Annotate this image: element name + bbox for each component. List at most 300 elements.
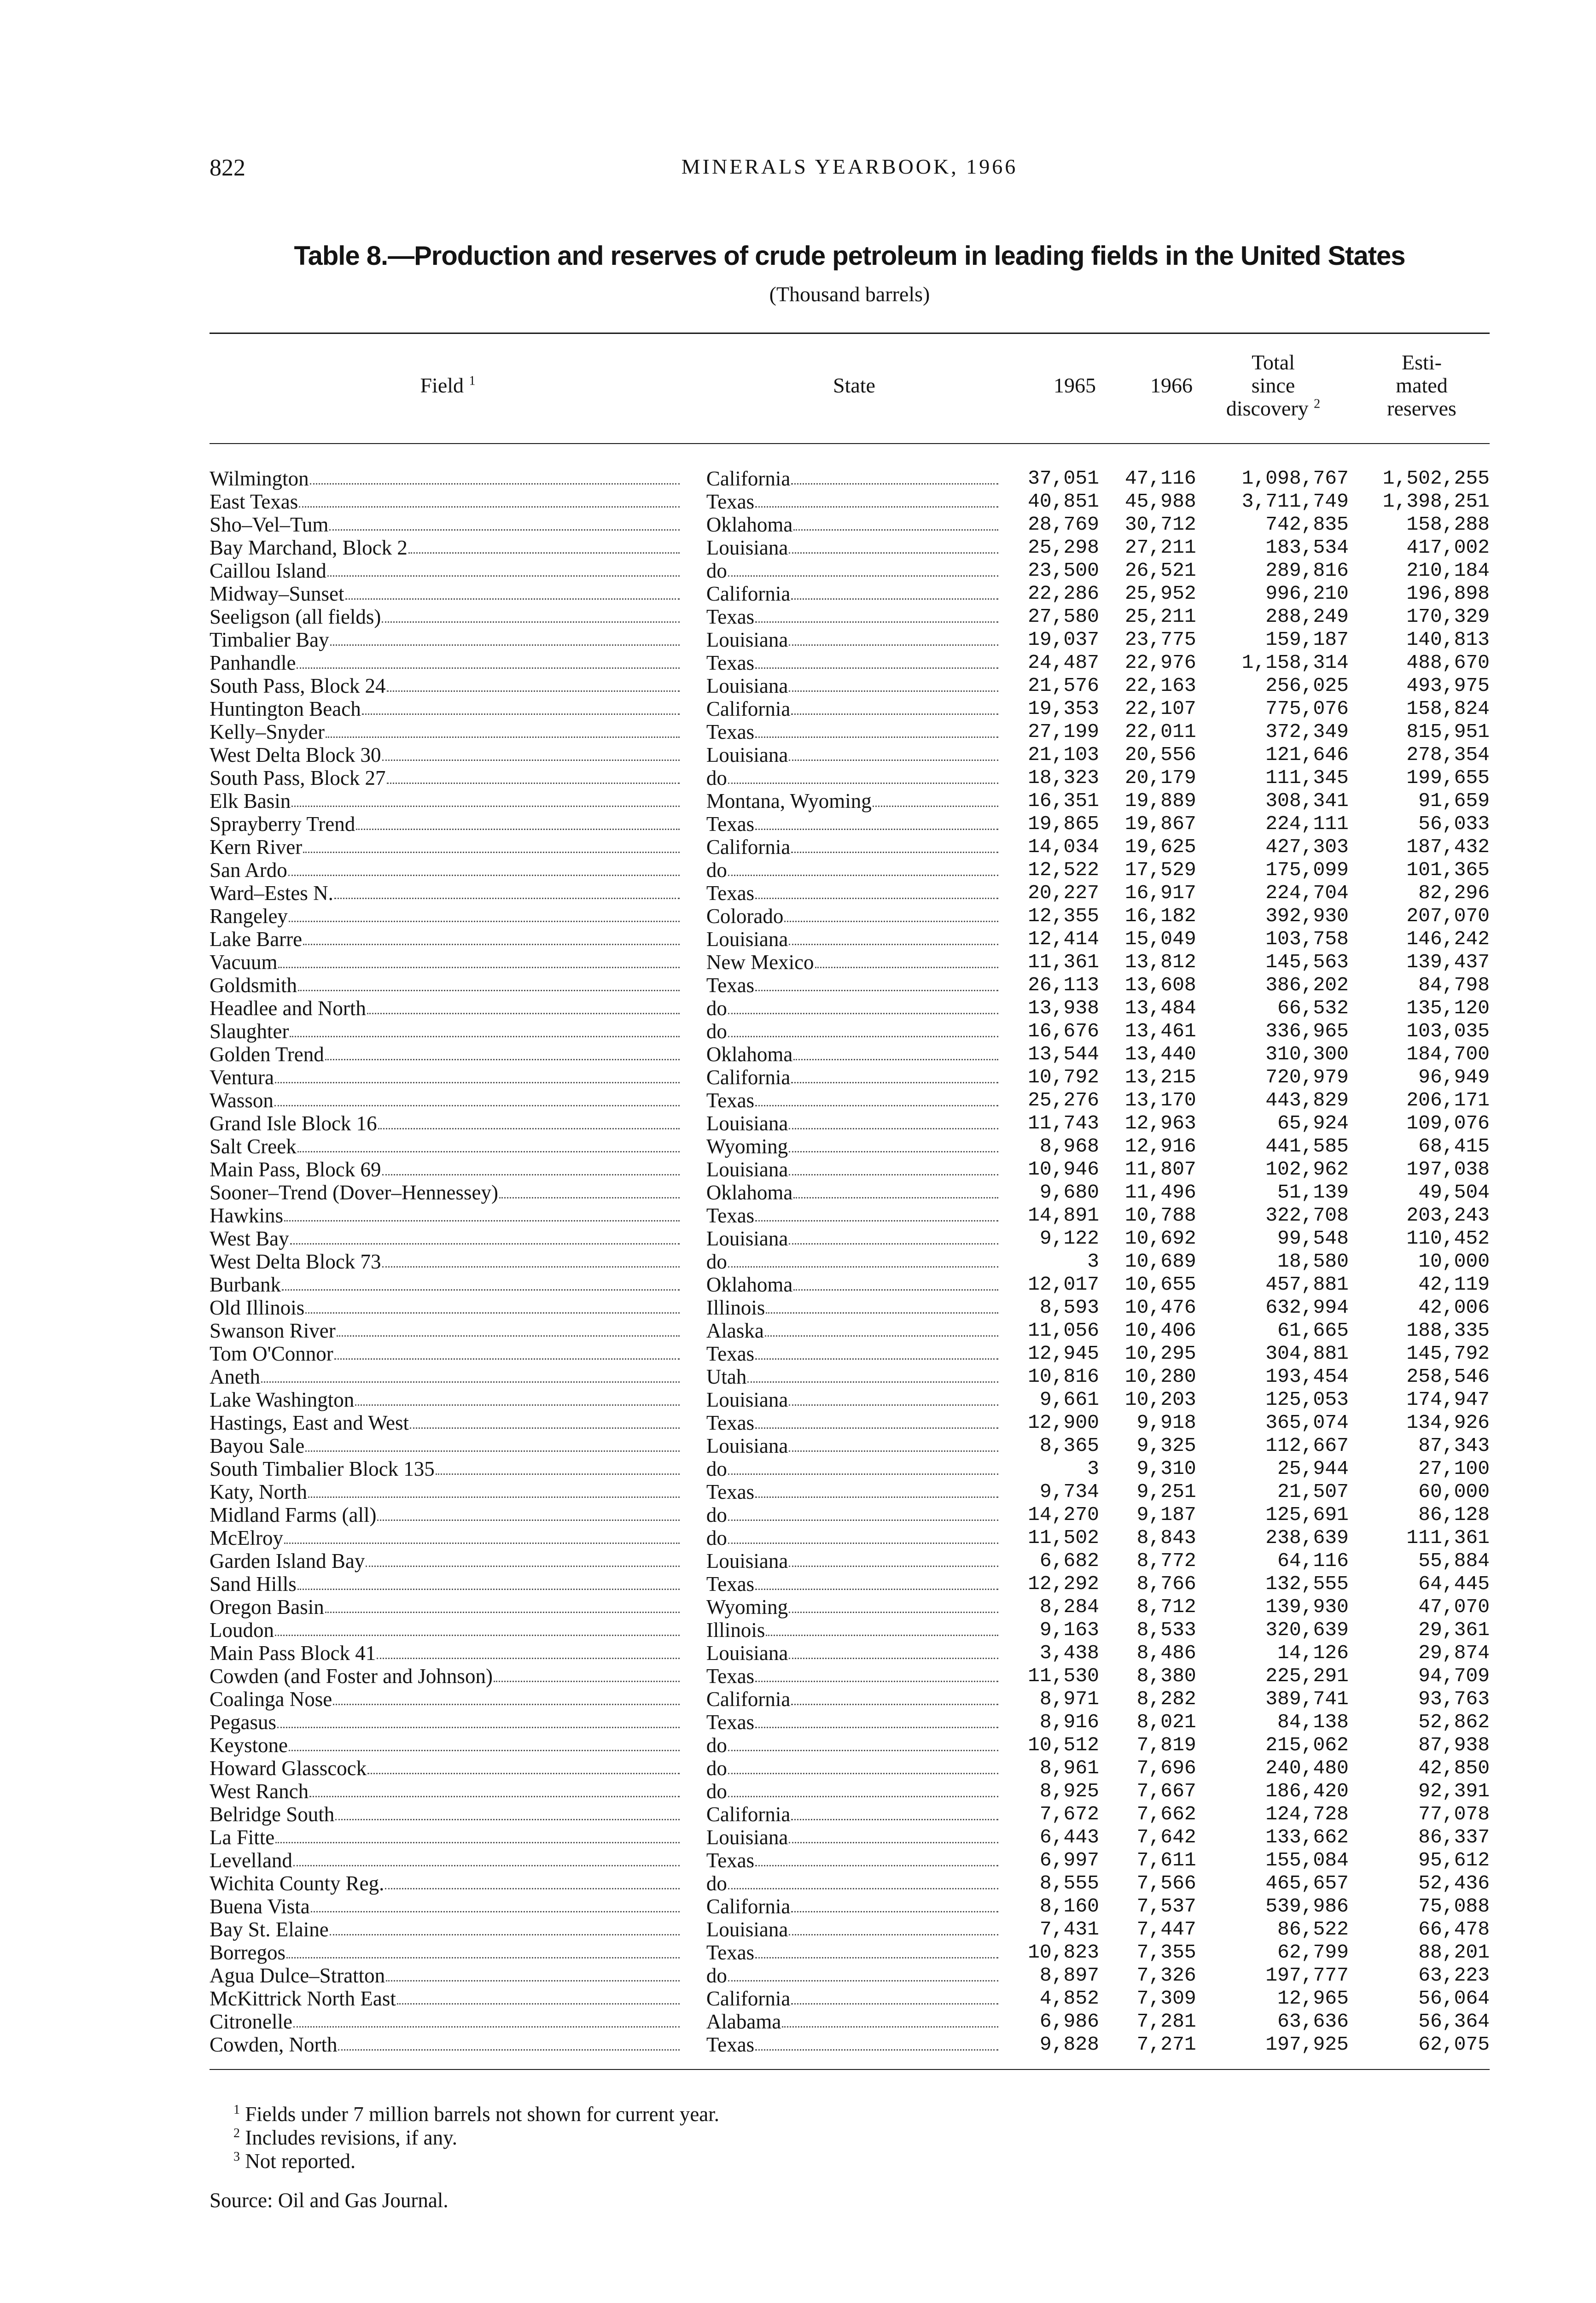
cell-reserves: 158,824	[1406, 697, 1490, 720]
cell-1966: 12,963	[1124, 1112, 1196, 1134]
dot-leader	[338, 2033, 679, 2051]
table-row	[210, 1457, 1490, 1480]
cell-total: 720,979	[1265, 1066, 1349, 1088]
dot-leader	[303, 836, 680, 853]
cell-total: 124,728	[1265, 1803, 1349, 1825]
dot-leader	[789, 928, 998, 945]
table-row	[210, 1365, 1490, 1388]
cell-field: South Pass, Block 24	[210, 674, 688, 697]
dot-leader	[299, 490, 680, 508]
table-row	[210, 766, 1490, 789]
dot-leader	[494, 1665, 680, 1682]
cell-reserves: 134,926	[1406, 1411, 1490, 1434]
cell-field: McKittrick North East	[210, 1987, 688, 2010]
cell-1965: 8,555	[1039, 1872, 1099, 1894]
table-row	[210, 1987, 1490, 2010]
cell-spacer	[688, 905, 706, 928]
table-row	[210, 1066, 1490, 1089]
cell-field: Borregos	[210, 1941, 688, 1964]
cell-reserves: 52,436	[1418, 1872, 1490, 1894]
dot-leader	[791, 1803, 998, 1820]
cell-spacer	[688, 1526, 706, 1549]
dot-leader	[330, 1918, 680, 1935]
cell-1966: 10,689	[1124, 1250, 1196, 1273]
table-row	[210, 743, 1490, 766]
dot-leader	[308, 1480, 680, 1498]
cell-state: California	[706, 1803, 1007, 1826]
cell-field: Bayou Sale	[210, 1434, 688, 1457]
dot-leader	[728, 1457, 998, 1475]
cell-reserves: 145,792	[1406, 1342, 1490, 1365]
cell-total: 215,062	[1265, 1734, 1349, 1756]
table-row	[210, 674, 1490, 697]
cell-spacer	[688, 1319, 706, 1342]
table-row	[210, 1872, 1490, 1895]
cell-field: Elk Basin	[210, 789, 688, 812]
dot-leader	[728, 859, 998, 876]
cell-reserves: 47,070	[1418, 1596, 1490, 1618]
cell-1966: 7,667	[1136, 1780, 1196, 1802]
dot-leader	[286, 1941, 680, 1958]
dot-leader	[728, 1503, 998, 1521]
cell-spacer	[688, 467, 706, 490]
cell-field: Goldsmith	[210, 974, 688, 997]
cell-1965: 19,037	[1028, 628, 1099, 651]
cell-reserves: 103,035	[1406, 1020, 1490, 1042]
cell-1965: 10,946	[1028, 1158, 1099, 1181]
dot-leader	[815, 951, 999, 968]
cell-state: Louisiana	[706, 928, 1007, 951]
cell-1965: 8,961	[1039, 1757, 1099, 1779]
cell-1965: 14,891	[1028, 1204, 1099, 1227]
cell-1966: 47,116	[1124, 467, 1196, 490]
cell-field: Sho–Vel–Tum	[210, 513, 688, 536]
cell-total: 240,480	[1265, 1757, 1349, 1779]
cell-field: Midland Farms (all)	[210, 1503, 688, 1526]
cell-total: 304,881	[1265, 1342, 1349, 1365]
table-row	[210, 582, 1490, 605]
cell-field: Vacuum	[210, 951, 688, 974]
cell-spacer	[688, 1619, 706, 1642]
cell-state: Illinois	[706, 1619, 1007, 1642]
cell-1966: 7,696	[1136, 1757, 1196, 1779]
dot-leader	[784, 905, 998, 922]
cell-spacer	[688, 1365, 706, 1388]
cell-reserves: 258,546	[1406, 1365, 1490, 1388]
table-row	[210, 1089, 1490, 1112]
dot-leader	[297, 651, 679, 669]
dot-leader	[327, 559, 680, 577]
cell-spacer	[688, 1181, 706, 1204]
cell-reserves: 42,119	[1418, 1273, 1490, 1296]
table-row	[210, 859, 1490, 882]
dot-leader	[728, 1757, 998, 1774]
cell-1965: 3	[1087, 1250, 1099, 1273]
cell-state: Texas	[706, 1572, 1007, 1596]
cell-1965: 10,823	[1028, 1941, 1099, 1964]
table-row	[210, 513, 1490, 536]
cell-spacer	[688, 1849, 706, 1872]
cell-state: Oklahoma	[706, 513, 1007, 536]
table-row	[210, 720, 1490, 743]
table-row	[210, 1549, 1490, 1572]
cell-spacer	[688, 1826, 706, 1849]
dot-leader	[789, 1158, 998, 1175]
cell-1965: 8,284	[1039, 1596, 1099, 1618]
cell-1966: 13,215	[1124, 1066, 1196, 1088]
dot-leader	[755, 1204, 998, 1222]
cell-reserves: 188,335	[1406, 1319, 1490, 1342]
cell-1965: 11,056	[1028, 1319, 1099, 1342]
dot-leader	[791, 1688, 998, 1705]
cell-reserves: 140,813	[1406, 628, 1490, 651]
cell-reserves: 29,361	[1418, 1619, 1490, 1641]
cell-state: Oklahoma	[706, 1043, 1007, 1066]
dot-leader	[728, 559, 998, 577]
cell-1966: 7,537	[1136, 1895, 1196, 1917]
cell-state: Louisiana	[706, 743, 1007, 766]
cell-reserves: 87,343	[1418, 1434, 1490, 1457]
cell-state: Texas	[706, 720, 1007, 743]
dot-leader	[290, 1227, 680, 1245]
dot-leader	[789, 1596, 998, 1613]
cell-field: Lake Barre	[210, 928, 688, 951]
dot-leader	[293, 2010, 680, 2028]
cell-reserves: 139,437	[1406, 951, 1490, 973]
cell-spacer	[688, 1711, 706, 1734]
cell-state: Montana, Wyoming	[706, 789, 1007, 812]
dot-leader	[728, 1872, 998, 1889]
cell-reserves: 488,670	[1406, 651, 1490, 674]
cell-reserves: 42,850	[1418, 1757, 1490, 1779]
footnote-marker: 2	[1314, 397, 1321, 411]
cell-state: California	[706, 1987, 1007, 2010]
cell-1965: 40,851	[1028, 490, 1099, 513]
cell-spacer	[688, 1434, 706, 1457]
cell-total: 632,994	[1265, 1296, 1349, 1319]
cell-1965: 25,276	[1028, 1089, 1099, 1111]
cell-1965: 9,122	[1039, 1227, 1099, 1250]
cell-1966: 10,406	[1124, 1319, 1196, 1342]
cell-total: 1,098,767	[1241, 467, 1349, 490]
cell-field: Cowden, North	[210, 2033, 688, 2056]
cell-spacer	[688, 1342, 706, 1365]
dot-leader	[275, 1619, 680, 1636]
cell-1966: 45,988	[1124, 490, 1196, 513]
cell-field: Lake Washington	[210, 1388, 688, 1411]
dot-leader	[791, 1987, 998, 2005]
dot-leader	[337, 1319, 680, 1337]
cell-spacer	[688, 766, 706, 789]
cell-state: Oklahoma	[706, 1181, 1007, 1204]
dot-leader	[382, 1250, 680, 1268]
table-row	[210, 905, 1490, 928]
cell-total: 65,924	[1277, 1112, 1349, 1134]
cell-state: Texas	[706, 1411, 1007, 1434]
cell-1966: 16,917	[1124, 882, 1196, 904]
cell-1965: 10,512	[1028, 1734, 1099, 1756]
cell-reserves: 94,709	[1418, 1665, 1490, 1687]
cell-1965: 16,676	[1028, 1020, 1099, 1042]
column-header-1966: 1966	[1150, 374, 1193, 397]
cell-field: Wichita County Reg.	[210, 1872, 688, 1895]
table-row	[210, 628, 1490, 651]
table-row	[210, 1619, 1490, 1642]
dot-leader	[355, 1388, 680, 1406]
cell-1966: 8,533	[1136, 1619, 1196, 1641]
cell-spacer	[688, 1066, 706, 1089]
table-row	[210, 1780, 1490, 1803]
table-row	[210, 651, 1490, 674]
cell-1965: 12,522	[1028, 859, 1099, 881]
cell-total: 193,454	[1265, 1365, 1349, 1388]
table-row	[210, 1642, 1490, 1665]
dot-leader	[789, 1227, 998, 1245]
cell-total: 139,930	[1265, 1596, 1349, 1618]
cell-1966: 9,251	[1136, 1480, 1196, 1503]
cell-field: Midway–Sunset	[210, 582, 688, 605]
cell-1966: 12,916	[1124, 1135, 1196, 1157]
dot-leader	[275, 1066, 680, 1083]
dot-leader	[765, 1319, 998, 1337]
cell-field: Howard Glasscock	[210, 1757, 688, 1780]
dot-leader	[789, 628, 998, 646]
dot-leader	[873, 789, 998, 807]
dot-leader	[309, 1780, 680, 1797]
dot-leader	[789, 743, 998, 761]
cell-state: California	[706, 582, 1007, 605]
footnote-marker: 1	[469, 374, 476, 388]
cell-state: do	[706, 1020, 1007, 1043]
cell-total: 288,249	[1265, 605, 1349, 628]
table-row	[210, 928, 1490, 951]
cell-1965: 9,163	[1039, 1619, 1099, 1641]
dot-leader	[747, 1365, 998, 1383]
table-row	[210, 1296, 1490, 1319]
cell-total: 386,202	[1265, 974, 1349, 996]
cell-total: 132,555	[1265, 1572, 1349, 1595]
cell-1965: 6,997	[1039, 1849, 1099, 1871]
cell-total: 12,965	[1277, 1987, 1349, 2010]
footnote-3: $^3$ Not reported.	[233, 2150, 356, 2173]
dot-leader	[791, 1895, 998, 1912]
dot-leader	[728, 1964, 998, 1982]
dot-leader	[410, 1411, 680, 1429]
table-row	[210, 1273, 1490, 1296]
cell-state: do	[706, 1734, 1007, 1757]
cell-spacer	[688, 1480, 706, 1503]
table-row	[210, 1135, 1490, 1158]
dot-leader	[362, 697, 680, 715]
cell-state: do	[706, 1757, 1007, 1780]
cell-1966: 13,170	[1124, 1089, 1196, 1111]
table-bottom-rule	[210, 2069, 1490, 2070]
cell-state: Alabama	[706, 2010, 1007, 2033]
dot-leader	[282, 1273, 680, 1291]
cell-total: 121,646	[1265, 743, 1349, 766]
cell-field: South Timbalier Block 135	[210, 1457, 688, 1480]
cell-1965: 10,816	[1028, 1365, 1099, 1388]
dot-leader	[728, 1526, 998, 1544]
cell-reserves: 86,337	[1418, 1826, 1490, 1848]
cell-1966: 9,325	[1136, 1434, 1196, 1457]
cell-spacer	[688, 559, 706, 582]
dot-leader	[755, 974, 998, 991]
cell-spacer	[688, 1918, 706, 1941]
cell-1965: 9,680	[1039, 1181, 1099, 1204]
cell-1966: 8,380	[1136, 1665, 1196, 1687]
cell-1966: 7,819	[1136, 1734, 1196, 1756]
dot-leader	[793, 1181, 998, 1198]
cell-1965: 14,034	[1028, 836, 1099, 858]
dot-leader	[377, 1642, 679, 1659]
dot-leader	[755, 1411, 998, 1429]
cell-1965: 9,661	[1039, 1388, 1099, 1411]
cell-field: Belridge South	[210, 1803, 688, 1826]
cell-reserves: 62,075	[1418, 2033, 1490, 2056]
cell-spacer	[688, 812, 706, 836]
cell-spacer	[688, 1780, 706, 1803]
cell-total: 183,534	[1265, 536, 1349, 559]
cell-spacer	[688, 490, 706, 513]
dot-leader	[755, 812, 998, 830]
dot-leader	[789, 1434, 998, 1452]
dot-leader	[329, 513, 679, 531]
cell-1966: 13,461	[1124, 1020, 1196, 1042]
cell-field: Salt Creek	[210, 1135, 688, 1158]
cell-1965: 24,487	[1028, 651, 1099, 674]
cell-reserves: 87,938	[1418, 1734, 1490, 1756]
cell-field: Coalinga Nose	[210, 1688, 688, 1711]
cell-state: Louisiana	[706, 1227, 1007, 1250]
dot-leader	[382, 605, 679, 623]
cell-1965: 37,051	[1028, 467, 1099, 490]
cell-spacer	[688, 697, 706, 720]
dot-leader	[274, 1089, 680, 1106]
dot-leader	[791, 836, 998, 853]
dot-leader	[789, 1112, 998, 1129]
cell-1966: 11,807	[1124, 1158, 1196, 1181]
cell-reserves: 96,949	[1418, 1066, 1490, 1088]
cell-state: Alaska	[706, 1319, 1007, 1342]
cell-1966: 22,163	[1124, 674, 1196, 697]
dot-leader	[755, 720, 998, 738]
cell-state: Texas	[706, 1342, 1007, 1365]
cell-reserves: 10,000	[1418, 1250, 1490, 1273]
cell-reserves: 206,171	[1406, 1089, 1490, 1111]
cell-reserves: 68,415	[1418, 1135, 1490, 1157]
dot-leader	[793, 513, 998, 531]
cell-spacer	[688, 1296, 706, 1319]
cell-reserves: 210,184	[1406, 559, 1490, 582]
cell-total: 125,691	[1265, 1503, 1349, 1526]
table-row	[210, 1411, 1490, 1434]
cell-1966: 16,182	[1124, 905, 1196, 927]
dot-leader	[397, 1987, 680, 2005]
cell-total: 197,777	[1265, 1964, 1349, 1987]
dot-leader	[345, 582, 680, 600]
cell-field: Golden Trend	[210, 1043, 688, 1066]
cell-state: Louisiana	[706, 628, 1007, 651]
cell-total: 111,345	[1265, 766, 1349, 789]
table-row	[210, 882, 1490, 905]
cell-state: do	[706, 997, 1007, 1020]
cell-field: Kelly–Snyder	[210, 720, 688, 743]
cell-1966: 22,011	[1124, 720, 1196, 743]
cell-state: California	[706, 467, 1007, 490]
cell-1965: 16,351	[1028, 789, 1099, 812]
cell-reserves: 196,898	[1406, 582, 1490, 605]
dot-leader	[298, 974, 680, 991]
cell-1965: 3,438	[1039, 1642, 1099, 1664]
cell-total: 62,799	[1277, 1941, 1349, 1964]
cell-state: Texas	[706, 1089, 1007, 1112]
dot-leader	[755, 1089, 998, 1106]
cell-1966: 10,295	[1124, 1342, 1196, 1365]
cell-spacer	[688, 1688, 706, 1711]
cell-field: West Ranch	[210, 1780, 688, 1803]
column-header-total: Total since discovery $^2$	[1226, 351, 1321, 420]
cell-1965: 13,544	[1028, 1043, 1099, 1065]
cell-total: 389,741	[1265, 1688, 1349, 1710]
cell-state: do	[706, 1780, 1007, 1803]
cell-reserves: 109,076	[1406, 1112, 1490, 1134]
cell-1966: 10,280	[1124, 1365, 1196, 1388]
cell-state: Texas	[706, 490, 1007, 513]
cell-state: California	[706, 1895, 1007, 1918]
cell-spacer	[688, 1572, 706, 1596]
cell-spacer	[688, 1596, 706, 1619]
cell-1965: 25,298	[1028, 536, 1099, 559]
table-row	[210, 789, 1490, 812]
dot-leader	[275, 1826, 680, 1843]
cell-1966: 7,326	[1136, 1964, 1196, 1987]
cell-state: Texas	[706, 812, 1007, 836]
dot-leader	[499, 1181, 680, 1198]
running-head	[210, 154, 1490, 182]
cell-reserves: 88,201	[1418, 1941, 1490, 1964]
table-row	[210, 1388, 1490, 1411]
cell-state: Texas	[706, 1665, 1007, 1688]
cell-total: 197,925	[1265, 2033, 1349, 2056]
dot-leader	[766, 1619, 998, 1636]
cell-field: Bay St. Elaine	[210, 1918, 688, 1941]
cell-1965: 12,355	[1028, 905, 1099, 927]
table-body	[210, 467, 1490, 2056]
table-row	[210, 1181, 1490, 1204]
dot-leader	[408, 536, 680, 554]
cell-1966: 8,021	[1136, 1711, 1196, 1733]
dot-leader	[728, 1250, 998, 1268]
cell-1966: 8,712	[1136, 1596, 1196, 1618]
cell-1965: 13,938	[1028, 997, 1099, 1019]
cell-1965: 20,227	[1028, 882, 1099, 904]
dot-leader	[325, 1596, 680, 1613]
cell-reserves: 203,243	[1406, 1204, 1490, 1227]
table-row	[210, 1112, 1490, 1135]
dot-leader	[325, 1043, 680, 1060]
cell-field: Pegasus	[210, 1711, 688, 1734]
dot-leader	[378, 1112, 680, 1129]
table-row	[210, 1250, 1490, 1273]
table-row	[210, 1480, 1490, 1503]
cell-reserves: 1,502,255	[1382, 467, 1490, 490]
cell-1966: 19,867	[1124, 812, 1196, 835]
cell-total: 1,158,314	[1241, 651, 1349, 674]
cell-spacer	[688, 674, 706, 697]
cell-field: Keystone	[210, 1734, 688, 1757]
cell-spacer	[688, 1020, 706, 1043]
